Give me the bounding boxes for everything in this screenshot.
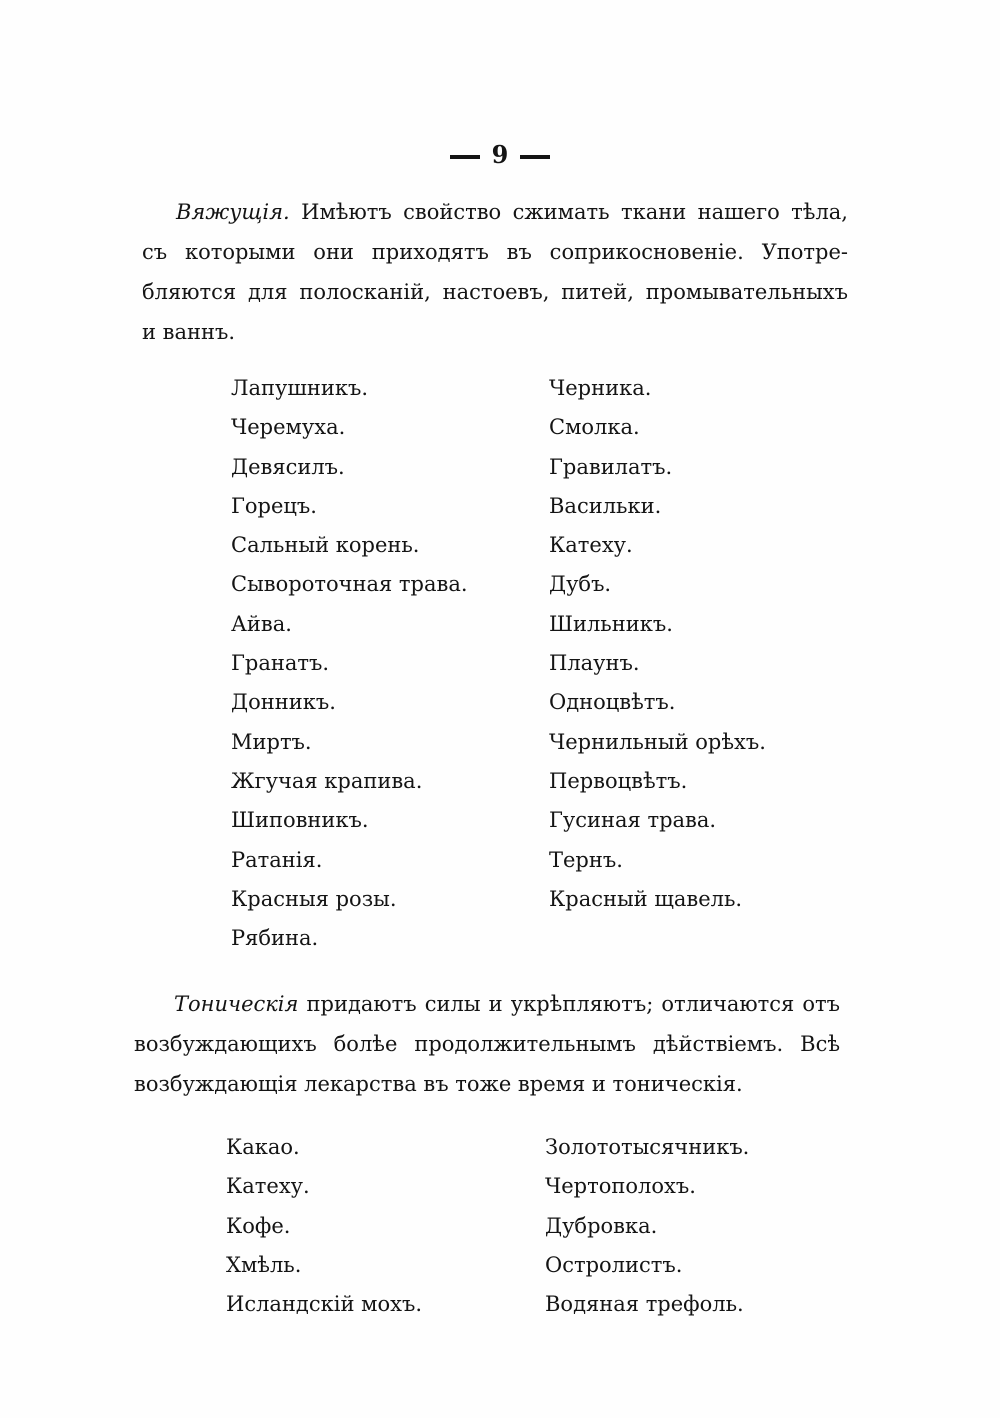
paragraph-line: возбуждающихъ болѣе продолжительнымъ дѣйствіемъ. Всѣ: [134, 1032, 840, 1056]
list-item: Ратанія.: [231, 847, 323, 872]
list-item: Шильникъ.: [549, 611, 673, 636]
list-item: Черника.: [549, 376, 652, 400]
list-item: Донникъ.: [231, 690, 336, 715]
list-item: Айва.: [231, 611, 292, 636]
astringents-paragraph: [142, 192, 848, 352]
paragraph-line: [142, 192, 848, 232]
section-term: Тоническія: [174, 992, 299, 1016]
list-item: Сальный корень.: [231, 533, 420, 558]
list-item: Дубъ.: [549, 572, 612, 597]
paragraph-line: [134, 984, 840, 1024]
list-item: Исландскій мохъ.: [226, 1292, 422, 1317]
list-item: Остролистъ.: [545, 1252, 683, 1277]
list-item: Гравилатъ.: [549, 454, 673, 479]
list-item: Чертополохъ.: [545, 1174, 696, 1199]
list-item: Чернильный орѣхъ.: [549, 729, 766, 754]
page-number-value: 9: [491, 140, 509, 169]
paragraph-line: бляются для полосканій, настоевъ, питей, промывательныхъ: [142, 280, 848, 304]
list-item: Миртъ.: [231, 729, 312, 754]
tonics-list-left: [226, 1128, 422, 1324]
list-item: Первоцвѣтъ.: [549, 768, 688, 793]
list-item: Васильки.: [549, 493, 662, 518]
page-number: [0, 140, 1000, 170]
tonics-paragraph: [134, 984, 840, 1104]
list-item: Сывороточная трава.: [231, 572, 468, 597]
list-item: Катеху.: [549, 533, 633, 558]
list-item: Горецъ.: [231, 493, 317, 518]
astringents-list-left: [231, 369, 468, 958]
list-item: Жгучая крапива.: [231, 768, 423, 793]
list-item: Красныя розы.: [231, 886, 397, 911]
list-item: Гранатъ.: [231, 651, 330, 676]
list-item: Кофе.: [226, 1213, 291, 1238]
list-item: Красный щавель.: [549, 886, 743, 911]
section-term: Вяжущія.: [176, 200, 290, 224]
paragraph-text: придаютъ силы и укрѣпляютъ; отличаются отъ: [298, 992, 840, 1016]
left-dash-ornament: [450, 155, 480, 159]
astringents-list-right: [549, 369, 766, 919]
list-item: Золототысячникъ.: [545, 1135, 750, 1159]
list-item: Хмѣль.: [226, 1252, 302, 1277]
list-item: Смолка.: [549, 415, 640, 440]
list-item: Лапушникъ.: [231, 376, 369, 400]
list-item: Гусиная трава.: [549, 808, 717, 833]
paragraph-line: возбуждающія лекарства въ тоже время и тоническія.: [134, 1072, 743, 1096]
list-item: Водяная трефоль.: [545, 1292, 744, 1317]
list-item: Тернъ.: [549, 847, 623, 872]
list-item: Рябина.: [231, 926, 319, 951]
paragraph-line: и ваннъ.: [142, 320, 236, 344]
list-item: Одноцвѣтъ.: [549, 690, 676, 715]
right-dash-ornament: [520, 155, 550, 159]
list-item: Шиповникъ.: [231, 808, 369, 833]
list-item: Катеху.: [226, 1174, 310, 1199]
list-item: Черемуха.: [231, 415, 346, 440]
tonics-list-right: [545, 1128, 749, 1324]
list-item: Девясилъ.: [231, 454, 345, 479]
list-item: Какао.: [226, 1135, 300, 1159]
paragraph-text: Имѣютъ свойство сжимать ткани нашего тѣла,: [289, 200, 848, 224]
paragraph-line: съ которыми они приходятъ въ соприкосновеніе. Употре-: [142, 240, 848, 264]
list-item: Дубровка.: [545, 1213, 658, 1238]
list-item: Плаунъ.: [549, 651, 640, 676]
